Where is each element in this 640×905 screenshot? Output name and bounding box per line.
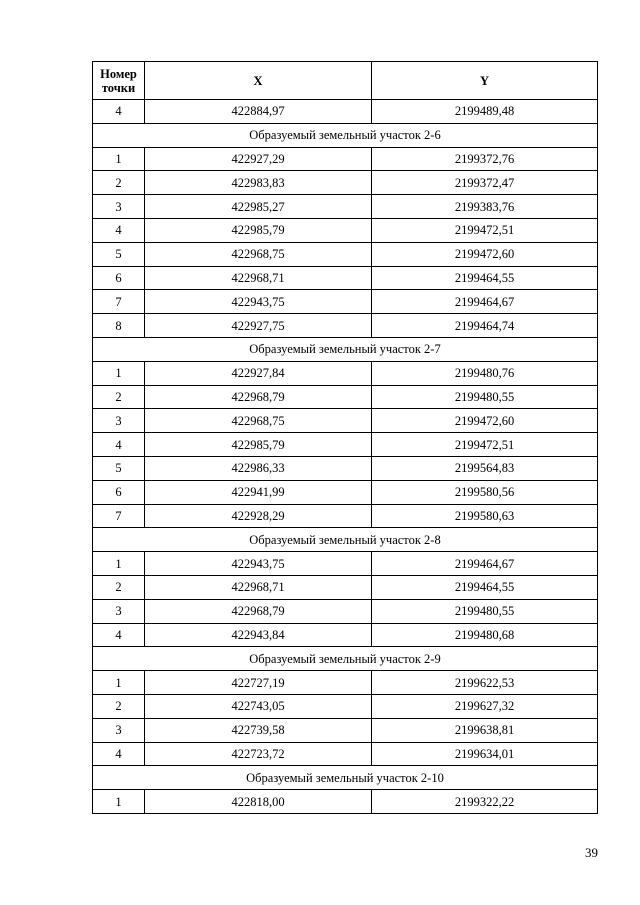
point-number-cell: 3 [93, 599, 145, 623]
y-coordinate-cell: 2199580,56 [372, 480, 598, 504]
y-coordinate-cell: 2199489,48 [372, 100, 598, 124]
table-row [93, 694, 598, 718]
table-row [93, 290, 598, 314]
y-coordinate-cell: 2199472,60 [372, 409, 598, 433]
table-row [93, 623, 598, 647]
table-row [93, 218, 598, 242]
y-coordinate-cell: 2199322,22 [372, 790, 598, 814]
point-number-cell: 1 [93, 671, 145, 695]
point-number-cell: 4 [93, 100, 145, 124]
section-title: Образуемый земельный участок 2-8 [93, 528, 598, 552]
table-row [93, 385, 598, 409]
point-number-cell: 3 [93, 409, 145, 433]
x-coordinate-cell: 422727,19 [145, 671, 372, 695]
section-title: Образуемый земельный участок 2-10 [93, 766, 598, 790]
table-row [93, 718, 598, 742]
point-number-cell: 8 [93, 314, 145, 338]
y-coordinate-cell: 2199472,51 [372, 433, 598, 457]
section-row [93, 123, 598, 147]
point-number-cell: 5 [93, 242, 145, 266]
header-x: X [145, 62, 372, 100]
x-coordinate-cell: 422927,84 [145, 361, 372, 385]
y-coordinate-cell: 2199464,55 [372, 266, 598, 290]
table-row [93, 480, 598, 504]
x-coordinate-cell: 422884,97 [145, 100, 372, 124]
table-row [93, 456, 598, 480]
x-coordinate-cell: 422985,27 [145, 195, 372, 219]
y-coordinate-cell: 2199580,63 [372, 504, 598, 528]
point-number-cell: 6 [93, 480, 145, 504]
table-body [93, 100, 598, 814]
point-number-cell: 5 [93, 456, 145, 480]
point-number-cell: 2 [93, 171, 145, 195]
table-row [93, 361, 598, 385]
y-coordinate-cell: 2199472,60 [372, 242, 598, 266]
table-row [93, 409, 598, 433]
x-coordinate-cell: 422968,79 [145, 599, 372, 623]
header-point-line1: Номер [100, 66, 137, 81]
y-coordinate-cell: 2199634,01 [372, 742, 598, 766]
x-coordinate-cell: 422943,75 [145, 552, 372, 576]
x-coordinate-cell: 422968,71 [145, 266, 372, 290]
point-number-cell: 2 [93, 694, 145, 718]
page-number: 39 [585, 845, 598, 860]
point-number-cell: 7 [93, 504, 145, 528]
point-number-cell: 4 [93, 218, 145, 242]
x-coordinate-cell: 422983,83 [145, 171, 372, 195]
header-point-number [93, 62, 145, 100]
y-coordinate-cell: 2199564,83 [372, 456, 598, 480]
point-number-cell: 4 [93, 433, 145, 457]
table-row [93, 552, 598, 576]
section-row [93, 766, 598, 790]
table-row [93, 790, 598, 814]
y-coordinate-cell: 2199638,81 [372, 718, 598, 742]
header-y: Y [372, 62, 598, 100]
y-coordinate-cell: 2199622,53 [372, 671, 598, 695]
table-row [93, 100, 598, 124]
y-coordinate-cell: 2199372,47 [372, 171, 598, 195]
table-row [93, 671, 598, 695]
x-coordinate-cell: 422943,75 [145, 290, 372, 314]
table-row [93, 504, 598, 528]
point-number-cell: 3 [93, 195, 145, 219]
x-coordinate-cell: 422743,05 [145, 694, 372, 718]
section-row [93, 528, 598, 552]
point-number-cell: 1 [93, 361, 145, 385]
x-coordinate-cell: 422985,79 [145, 433, 372, 457]
table-row [93, 742, 598, 766]
header-point-line2: точки [101, 80, 136, 95]
table-row [93, 599, 598, 623]
x-coordinate-cell: 422927,29 [145, 147, 372, 171]
point-number-cell: 3 [93, 718, 145, 742]
x-coordinate-cell: 422818,00 [145, 790, 372, 814]
x-coordinate-cell: 422968,75 [145, 242, 372, 266]
x-coordinate-cell: 422985,79 [145, 218, 372, 242]
y-coordinate-cell: 2199480,55 [372, 599, 598, 623]
y-coordinate-cell: 2199383,76 [372, 195, 598, 219]
x-coordinate-cell: 422943,84 [145, 623, 372, 647]
table-row [93, 147, 598, 171]
x-coordinate-cell: 422739,58 [145, 718, 372, 742]
x-coordinate-cell: 422968,79 [145, 385, 372, 409]
point-number-cell: 1 [93, 552, 145, 576]
point-number-cell: 7 [93, 290, 145, 314]
point-number-cell: 6 [93, 266, 145, 290]
coordinates-table [92, 61, 598, 814]
x-coordinate-cell: 422941,99 [145, 480, 372, 504]
section-title: Образуемый земельный участок 2-9 [93, 647, 598, 671]
x-coordinate-cell: 422986,33 [145, 456, 372, 480]
point-number-cell: 2 [93, 385, 145, 409]
table-row [93, 242, 598, 266]
point-number-cell: 1 [93, 147, 145, 171]
y-coordinate-cell: 2199464,74 [372, 314, 598, 338]
header-row [93, 62, 598, 100]
section-title: Образуемый земельный участок 2-7 [93, 337, 598, 361]
section-row [93, 337, 598, 361]
table-row [93, 195, 598, 219]
y-coordinate-cell: 2199480,55 [372, 385, 598, 409]
table-row [93, 266, 598, 290]
point-number-cell: 4 [93, 742, 145, 766]
table-row [93, 433, 598, 457]
y-coordinate-cell: 2199472,51 [372, 218, 598, 242]
point-number-cell: 1 [93, 790, 145, 814]
table-row [93, 314, 598, 338]
table-header [93, 62, 598, 100]
x-coordinate-cell: 422968,71 [145, 575, 372, 599]
y-coordinate-cell: 2199464,67 [372, 290, 598, 314]
y-coordinate-cell: 2199372,76 [372, 147, 598, 171]
y-coordinate-cell: 2199480,68 [372, 623, 598, 647]
table-row [93, 575, 598, 599]
y-coordinate-cell: 2199464,55 [372, 575, 598, 599]
table-row [93, 171, 598, 195]
x-coordinate-cell: 422927,75 [145, 314, 372, 338]
point-number-cell: 4 [93, 623, 145, 647]
y-coordinate-cell: 2199627,32 [372, 694, 598, 718]
section-title: Образуемый земельный участок 2-6 [93, 123, 598, 147]
y-coordinate-cell: 2199480,76 [372, 361, 598, 385]
x-coordinate-cell: 422723,72 [145, 742, 372, 766]
section-row [93, 647, 598, 671]
point-number-cell: 2 [93, 575, 145, 599]
x-coordinate-cell: 422928,29 [145, 504, 372, 528]
x-coordinate-cell: 422968,75 [145, 409, 372, 433]
y-coordinate-cell: 2199464,67 [372, 552, 598, 576]
